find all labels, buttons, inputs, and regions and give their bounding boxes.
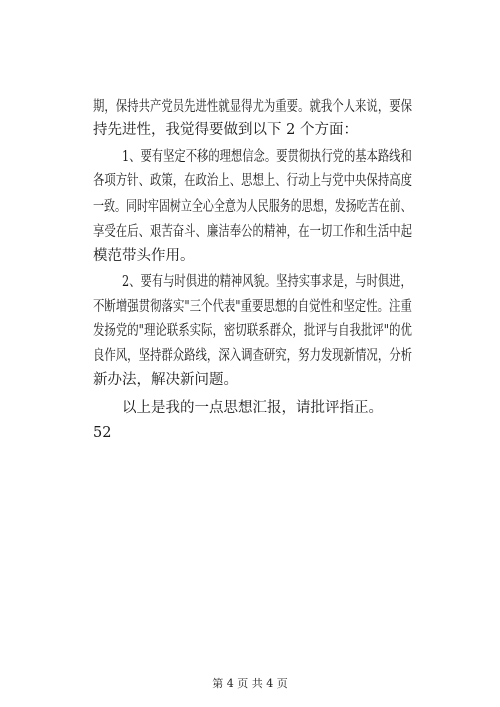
page-footer: 第 4 页 共 4 页 xyxy=(212,677,288,690)
body-line: 不断增强贯彻落实"三个代表"重要思想的自觉性和坚定性。注重 xyxy=(93,299,412,315)
page-number-text: 52 xyxy=(93,425,112,441)
body-line: 一致。同时牢固树立全心全意为人民服务的思想，发扬吃苦在前、 xyxy=(93,199,412,215)
body-line: 新办法，解决新问题。 xyxy=(93,372,238,388)
body-line: 以上是我的一点思想汇报，请批评指正。 xyxy=(122,400,383,416)
body-line: 良作风，坚持群众路线，深入调查研究，努力发现新情况，分析 xyxy=(93,348,412,364)
body-line: 期，保持共产党员先进性就显得尤为重要。就我个人来说，要保 xyxy=(93,99,412,115)
body-line: 各项方针、政策，在政治上、思想上、行动上与党中央保持高度 xyxy=(93,173,412,189)
body-line: 持先进性，我觉得要做到以下 2 个方面： xyxy=(93,122,358,138)
body-line: 1、要有坚定不移的理想信念。要贯彻执行党的基本路线和 xyxy=(122,149,412,165)
body-line: 享受在后、艰苦奋斗、廉洁奉公的精神，在一切工作和生活中起 xyxy=(93,224,412,240)
body-line: 2、要有与时俱进的精神风貌。坚持实事求是，与时俱进， xyxy=(122,274,412,290)
body-line: 模范带头作用。 xyxy=(93,248,195,264)
body-line: 发扬党的"理论联系实际，密切联系群众，批评与自我批评"的优 xyxy=(93,323,412,339)
